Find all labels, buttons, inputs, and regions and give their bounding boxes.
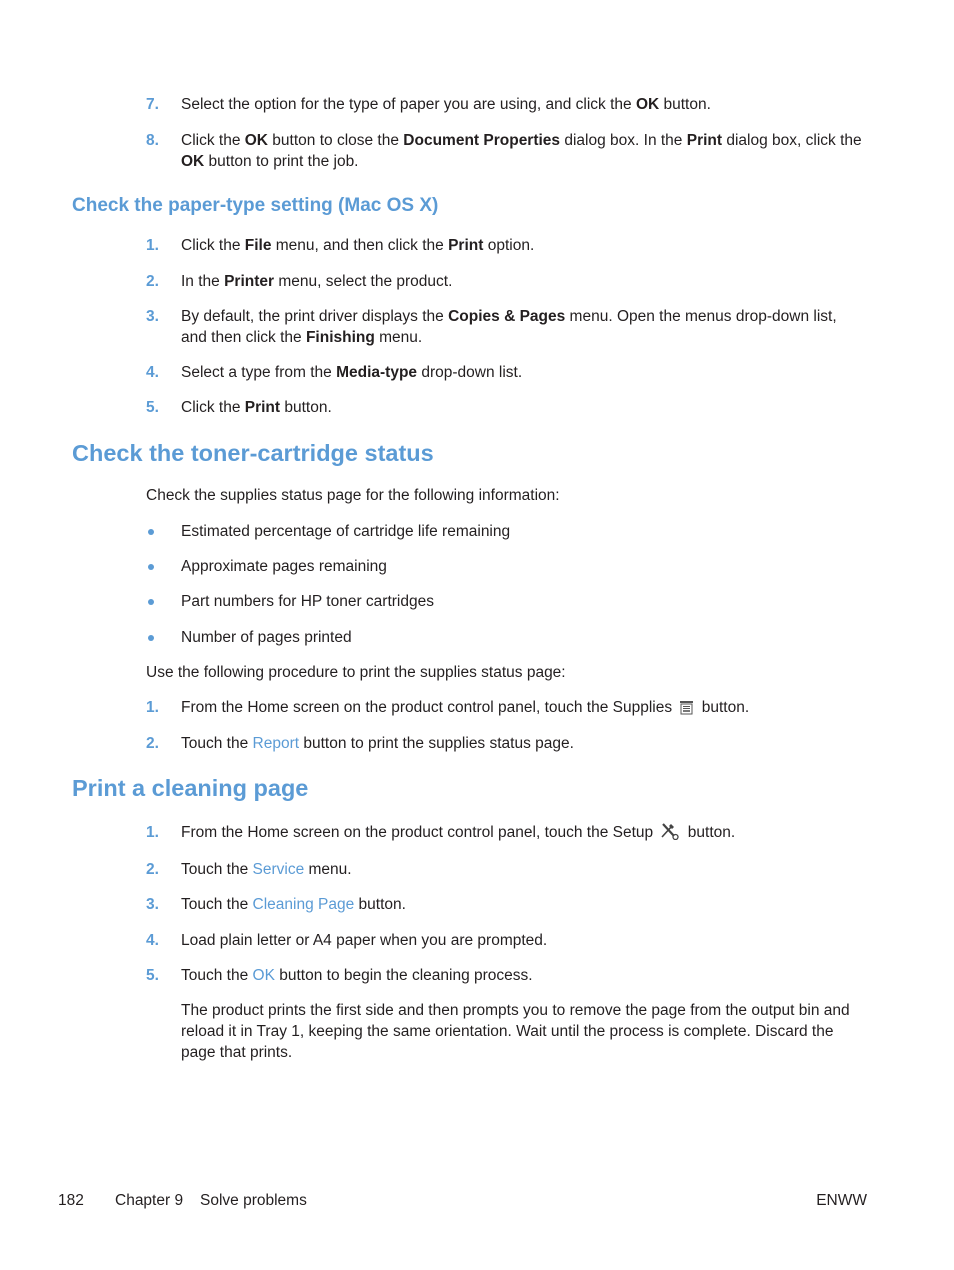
step-number: 3. xyxy=(146,896,159,913)
step-number: 8. xyxy=(146,132,159,149)
step-text: Touch the Service menu. xyxy=(181,861,352,878)
service-menu-label: Service xyxy=(252,861,305,878)
setup-icon xyxy=(660,822,680,846)
bullet-icon xyxy=(148,635,154,641)
step-number: 2. xyxy=(146,735,159,752)
step-text: Click the OK button to close the Document Properties dialog box. In the Print dialog box, click the OK button to print the job. xyxy=(181,132,862,170)
step-number: 3. xyxy=(146,308,159,325)
section-heading-toner: Check the toner-cartridge status xyxy=(72,440,434,466)
procedure-intro: Use the following procedure to print the supplies status page: xyxy=(146,664,566,681)
step-number: 1. xyxy=(146,824,159,841)
step-number: 4. xyxy=(146,364,159,381)
step-text: Click the File menu, and then click the Print option. xyxy=(181,237,535,254)
step-text: Touch the OK button to begin the cleaning process. xyxy=(181,967,533,984)
step-number: 1. xyxy=(146,699,159,716)
bullet-text: Number of pages printed xyxy=(181,629,352,646)
step-text: Click the Print button. xyxy=(181,399,332,416)
step-text: From the Home screen on the product control panel, touch the Supplies button. xyxy=(181,697,866,721)
footer-chapter: Chapter 9 xyxy=(115,1192,184,1209)
step-number: 7. xyxy=(146,96,159,113)
step-text: Touch the Report button to print the supplies status page. xyxy=(181,735,574,752)
bullet-text: Part numbers for HP toner cartridges xyxy=(181,593,434,610)
step-text: Load plain letter or A4 paper when you are prompted. xyxy=(181,932,548,949)
step-text: In the Printer menu, select the product. xyxy=(181,273,453,290)
supplies-icon xyxy=(679,700,694,721)
step-number: 4. xyxy=(146,932,159,949)
step-number: 1. xyxy=(146,237,159,254)
bullet-icon xyxy=(148,564,154,570)
ok-button-label: OK xyxy=(252,967,275,984)
section-heading-cleaning: Print a cleaning page xyxy=(72,775,309,801)
bullet-icon xyxy=(148,529,154,535)
step-text: Touch the Cleaning Page button. xyxy=(181,896,406,913)
step-text: By default, the print driver displays the Copies & Pages menu. Open the menus drop-down list, and then click the Finishing menu. xyxy=(181,308,837,346)
cleaning-page-button-label: Cleaning Page xyxy=(252,896,355,913)
footer-chapter-title: Solve problems xyxy=(200,1192,307,1209)
bullet-text: Estimated percentage of cartridge life remaining xyxy=(181,523,511,540)
bullet-text: Approximate pages remaining xyxy=(181,558,387,575)
step-number: 2. xyxy=(146,273,159,290)
report-button-label: Report xyxy=(252,735,300,752)
step-number: 5. xyxy=(146,399,159,416)
step-text: Select a type from the Media-type drop-down list. xyxy=(181,364,523,381)
step-text: From the Home screen on the product control panel, touch the Setup button. xyxy=(181,822,866,846)
step-number: 5. xyxy=(146,967,159,984)
bullet-icon xyxy=(148,599,154,605)
cleaning-note: The product prints the first side and then prompts you to remove the page from the output bin and reload it in Tray 1, keeping the same orientation. Wait until the process is complete. Discard the page that prints. xyxy=(181,1002,850,1061)
footer-brand: ENWW xyxy=(816,1192,867,1209)
section-heading-mac: Check the paper-type setting (Mac OS X) xyxy=(72,195,439,216)
step-text: Select the option for the type of paper you are using, and click the OK button. xyxy=(181,96,711,113)
toner-intro: Check the supplies status page for the following information: xyxy=(146,487,560,504)
page-number: 182 xyxy=(58,1192,84,1209)
step-number: 2. xyxy=(146,861,159,878)
